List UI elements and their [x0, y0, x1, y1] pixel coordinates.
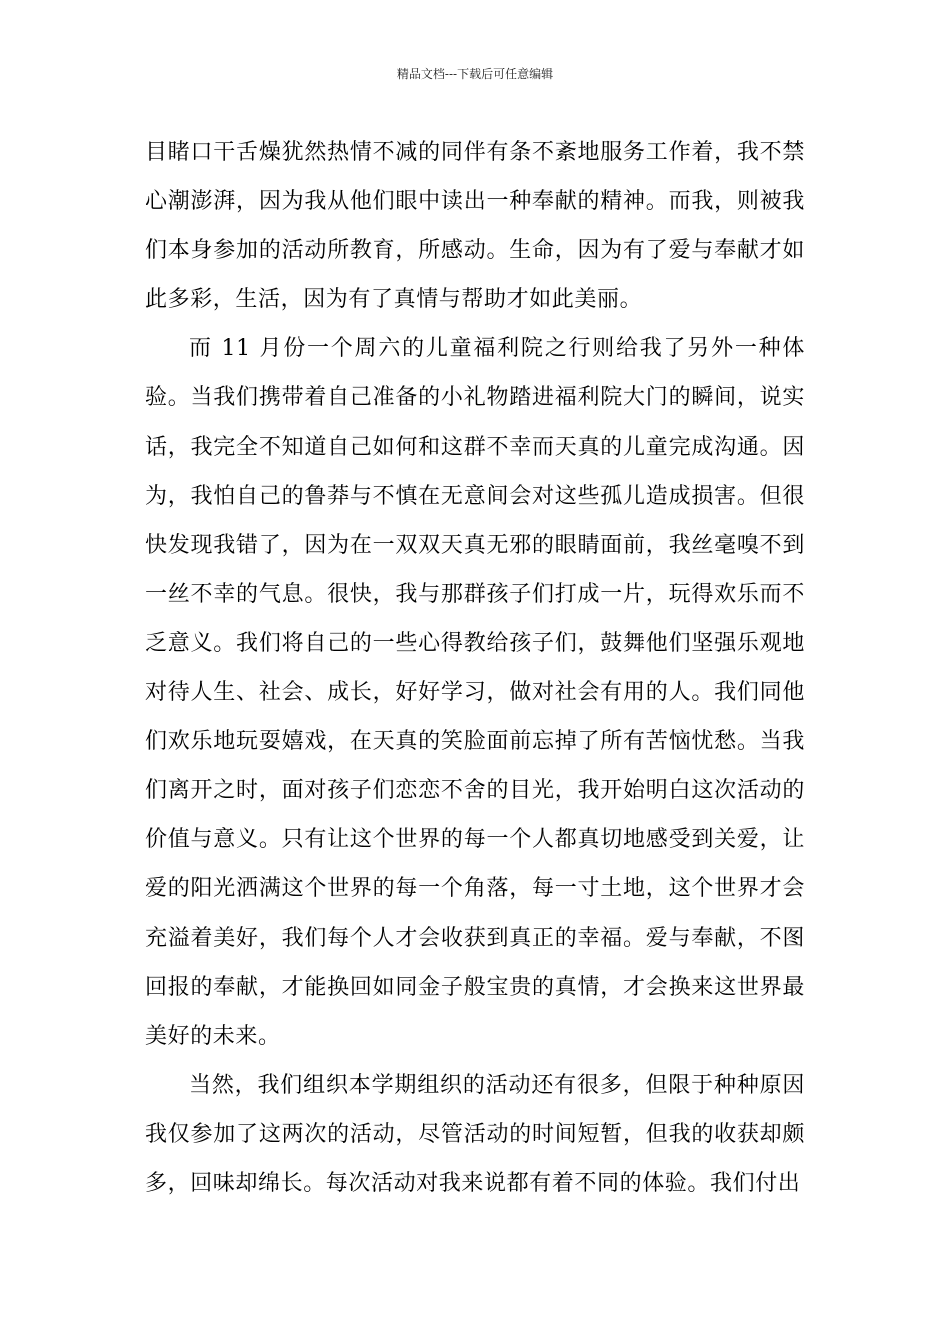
paragraph-1: 目睹口干舌燥犹然热情不减的同伴有条不紊地服务工作着，我不禁心潮澎湃，因为我从他们眼中读出一种奉献的精神。而我，则被我们本身参加的活动所教育，所感动。生命，因为有了爱与奉献才如此多彩，生活，因为有了真情与帮助才如此美丽。 — [145, 140, 805, 313]
document-body — [145, 128, 805, 1208]
page-header: 精品文档---下载后可任意编辑 — [396, 67, 554, 81]
paragraph-2: 而 11 月份一个周六的儿童福利院之行则给我了另外一种体验。当我们携带着自己准备的小礼物踏进福利院大门的瞬间，说实话，我完全不知道自己如何和这群不幸而天真的儿童完成沟通。因为，我怕自己的鲁莽与不慎在无意间会对这些孤儿造成损害。但很快发现我错了，因为在一双双天真无邪的眼睛面前，我丝毫嗅不到一丝不幸的气息。很快，我与那群孩子们打成一片，玩得欢乐而不乏意义。我们将自己的一些心得教给孩子们，鼓舞他们坚强乐观地对待人生、社会、成长，好好学习，做对社会有用的人。我们同他们欢乐地玩耍嬉戏，在天真的笑脸面前忘掉了所有苦恼忧愁。当我们离开之时，面对孩子们恋恋不舍的目光，我开始明白这次活动的价值与意义。只有让这个世界的每一个人都真切地感受到关爱，让爱的阳光洒满这个世界的每一个角落，每一寸土地，这个世界才会充溢着美好，我们每个人才会收获到真正的幸福。爱与奉献，不图回报的奉献，才能换回如同金子般宝贵的真情，才会换来这世界最美好的未来。 — [145, 336, 805, 1049]
paragraph-3: 当然，我们组织本学期组织的活动还有很多，但限于种种原因我仅参加了这两次的活动，尽管活动的时间短暂，但我的收获却颇多，回味却绵长。每次活动对我来说都有着不同的体验。我们付出 — [145, 1072, 805, 1196]
